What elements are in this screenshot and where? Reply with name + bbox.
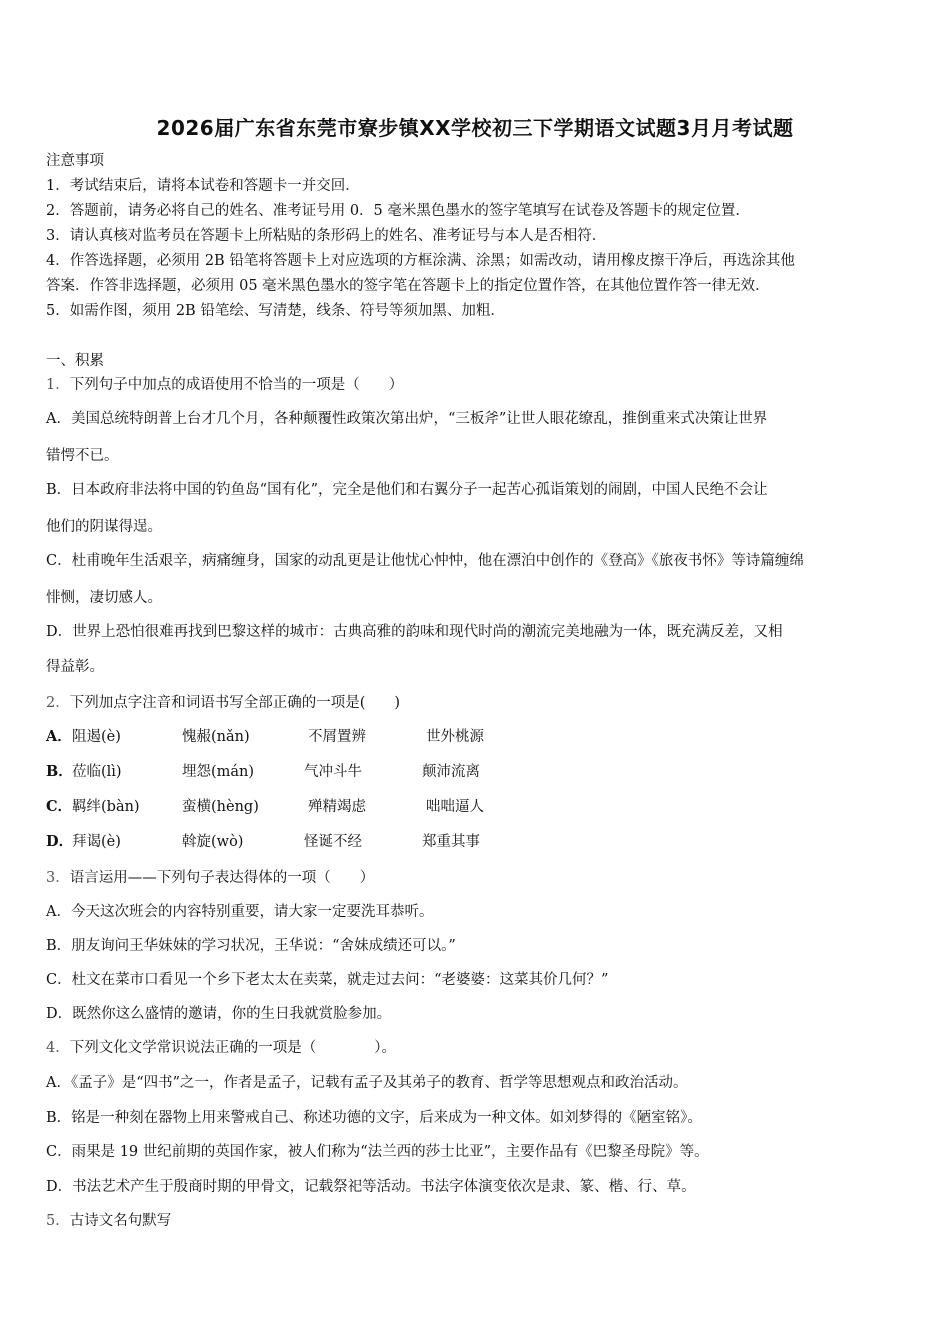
section-heading: 一、积累 [46,353,104,369]
q1-option-c-cont: 悱恻，凄切感人。 [46,590,162,606]
notice-item-4-cont: 答案．作答非选择题，必须用 05 毫米黑色墨水的签字笔在答题卡上的指定位置作答，在其他位置作答一律无效． [46,278,770,294]
notice-heading: 注意事项 [46,153,104,169]
option-word-2: 蛮横(hèng) [182,799,259,815]
notice-item-5: 5．如需作图，须用 2B 铅笔绘、写清楚，线条、符号等须加黑、加粗． [46,303,505,319]
notice-item-4: 4．作答选择题，必须用 2B 铅笔将答题卡上对应选项的方框涂满、涂黑；如需改动，请用橡皮擦干净后，再选涂其他 [46,253,795,269]
q1-option-a: A．美国总统特朗普上台才几个月，各种颠覆性政策次第出炉，“三板斧”让世人眼花缭乱，推倒重来式决策让世界 [46,411,768,427]
q2-option-c [46,797,908,817]
option-label: C． [46,798,73,815]
q3-option-d: D．既然你这么盛情的邀请，你的生日我就赏脸参加。 [46,1006,392,1022]
q1-option-b-cont: 他们的阴谋得逞。 [46,519,162,535]
question-number: 4． [46,1040,70,1056]
question-number: 5． [46,1213,70,1229]
option-word-2: 埋怨(mán) [182,764,255,780]
q4-option-d: D．书法艺术产生于殷商时期的甲骨文，记载祭祀等活动。书法字体演变依次是隶、篆、楷、行、草。 [46,1179,696,1195]
question-number: 1． [46,377,70,393]
q4-option-c: C．雨果是 19 世纪前期的英国作家，被人们称为“法兰西的莎士比亚”，主要作品有《巴黎圣母院》等。 [46,1144,709,1160]
option-label: D． [46,833,74,850]
option-word-2: 斡旋(wò) [182,834,244,850]
q4-option-a: A．《孟子》是“四书”之一，作者是孟子，记载有孟子及其弟子的教育、哲学等思想观点和政治活动。 [46,1075,688,1091]
question-2-stem [46,693,908,713]
q1-option-b: B．日本政府非法将中国的钓鱼岛“国有化”，完全是他们和右翼分子一起苦心孤诣策划的闹剧，中国人民绝不会让 [46,482,768,498]
option-word-4: 世外桃源 [426,729,484,745]
option-label: A． [46,728,72,745]
question-text: 语言运用——下列句子表达得体的一项（ ） [69,870,375,886]
notice-item-1: 1．考试结束后，请将本试卷和答题卡一并交回． [46,178,360,194]
q3-option-c: C．杜文在菜市口看见一个乡下老太太在卖菜，就走过去问：“老婆婆：这菜其价几何？” [46,972,609,988]
option-word-1: 莅临(lì) [72,764,122,780]
option-word-4: 颠沛流离 [422,764,480,780]
question-text: 下列句子中加点的成语使用不恰当的一项是（ ） [69,377,404,393]
option-label: B． [46,763,73,780]
option-word-3: 殚精竭虑 [308,799,366,815]
option-word-3: 怪诞不经 [304,834,362,850]
option-word-1: 阻遏(è) [72,729,121,745]
question-text: 下列文化文学常识说法正确的一项是（ ）。 [69,1040,396,1056]
question-4-stem [46,1038,908,1058]
q3-option-b: B．朋友询问王华妹妹的学习状况，王华说：“舍妹成绩还可以。” [46,938,456,954]
q3-option-a: A．今天这次班会的内容特别重要，请大家一定要洗耳恭听。 [46,904,434,920]
q1-option-d: D．世界上恐怕很难再找到巴黎这样的城市：古典高雅的韵味和现代时尚的潮流完美地融为一体，既充满反差，又相 [46,624,783,640]
option-word-1: 拜谒(è) [72,834,121,850]
option-word-3: 气冲斗牛 [304,764,362,780]
q2-option-a [46,727,908,747]
q1-option-a-cont: 错愕不已。 [46,448,119,464]
option-word-2: 愧赧(nǎn) [182,729,250,745]
option-word-3: 不屑置辨 [308,729,366,745]
question-number: 3． [46,870,70,886]
q2-option-d [46,832,908,852]
exam-title: 2026届广东省东莞市寮步镇XX学校初三下学期语文试题3月月考试题 [156,116,794,140]
q1-option-c: C．杜甫晚年生活艰辛，病痛缠身，国家的动乱更是让他忧心忡忡，他在漂泊中创作的《登高》《旅夜书怀》等诗篇缠绵 [46,553,804,569]
question-text: 古诗文名句默写 [69,1213,172,1229]
question-3-stem [46,868,908,888]
notice-item-2: 2．答题前，请务必将自己的姓名、准考证号用 0．5 毫米黑色墨水的签字笔填写在试卷及答题卡的规定位置． [46,203,750,219]
question-number: 2． [46,695,70,711]
notice-item-3: 3．请认真核对监考员在答题卡上所粘贴的条形码上的姓名、准考证号与本人是否相符． [46,228,607,244]
question-text: 下列加点字注音和词语书写全部正确的一项是( ) [69,695,401,711]
option-word-4: 郑重其事 [422,834,480,850]
question-1-stem [46,375,908,395]
option-word-1: 羁绊(bàn) [72,799,140,815]
q4-option-b: B．铭是一种刻在器物上用来警戒自己、称述功德的文字，后来成为一种文体。如刘梦得的《陋室铭》。 [46,1110,702,1126]
option-word-4: 咄咄逼人 [426,799,484,815]
question-5-stem [46,1211,908,1231]
q2-option-b [46,762,908,782]
q1-option-d-cont: 得益彰。 [46,659,104,675]
